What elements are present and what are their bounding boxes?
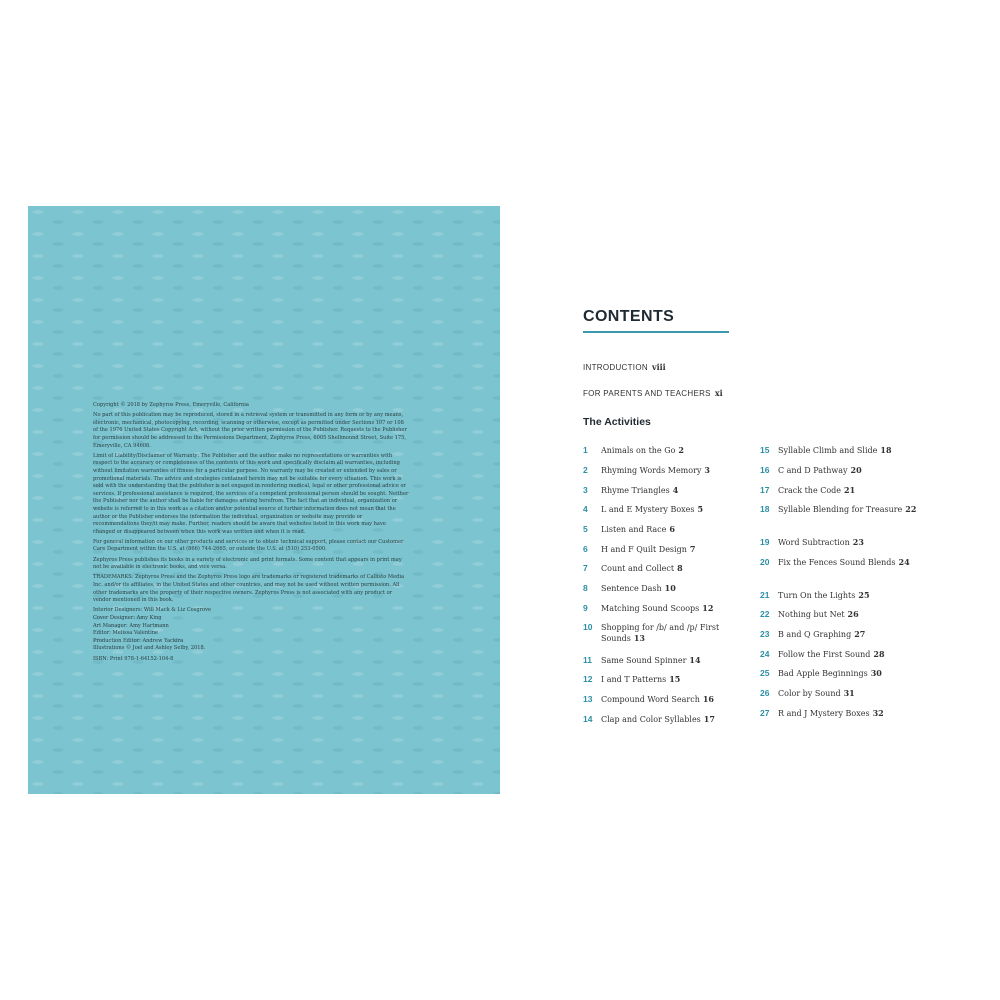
- toc-entry[interactable]: [583, 714, 753, 725]
- credit-line: Illustrations © Joel and Ashley Selby, 2018.: [93, 645, 206, 652]
- toc-entry-page: 15: [669, 674, 681, 684]
- toc-entry-title: Color by Sound: [778, 689, 841, 698]
- toc-entry-text: [778, 590, 870, 601]
- toc-entry-page: 27: [854, 629, 866, 639]
- toc-entry-number: 6: [583, 544, 588, 554]
- toc-entry-text: [778, 537, 864, 548]
- toc-entry-number: 2: [583, 465, 588, 475]
- toc-entry-text: [778, 609, 859, 620]
- toc-entry[interactable]: [760, 708, 930, 719]
- toc-entry-number: 10: [583, 622, 593, 632]
- toc-entry-page: 16: [702, 694, 714, 704]
- toc-entry-text: [778, 629, 865, 640]
- toc-entry-title: Shopping for /b/ and /p/ First Sounds: [601, 623, 720, 643]
- toc-entry[interactable]: [583, 603, 753, 614]
- toc-entry[interactable]: [583, 465, 753, 476]
- toc-entry-title: R and J Mystery Boxes: [778, 709, 870, 718]
- toc-entry-text: [601, 622, 753, 644]
- toc-entry-title: C and D Pathway: [778, 466, 848, 475]
- toc-entry-title: Nothing but Net: [778, 610, 845, 619]
- toc-entry-title: Fix the Fences Sound Blends: [778, 558, 896, 567]
- toc-entry-text: [601, 445, 684, 456]
- toc-entry-text: [601, 465, 710, 476]
- toc-entry-text: [601, 603, 713, 614]
- toc-entry-title: Same Sound Spinner: [601, 656, 687, 665]
- trademarks-paragraph: TRADEMARKS: Zephyros Press and the Zephyros Press logo are trademarks or registered trademarks of Callisto Media Inc. and/or its affiliates, in the United States and other countries, and may not be used without written permission. All other trademarks are the property of their respective owners. Zephyros Press is not associated with any product or vendor mentioned in this book.: [93, 574, 405, 604]
- toc-entry-text: [778, 465, 862, 476]
- toc-entry-page: 20: [850, 465, 862, 475]
- toc-entry-title: Rhyme Triangles: [601, 486, 670, 495]
- toc-entry-number: 15: [760, 445, 770, 455]
- toc-entry-title: Listen and Race: [601, 525, 667, 534]
- toc-entry-title: Syllable Blending for Treasure: [778, 505, 903, 514]
- toc-entry-number: 8: [583, 583, 588, 593]
- toc-entry[interactable]: [583, 622, 753, 644]
- toc-entry-number: 21: [760, 590, 770, 600]
- toc-entry-title: Bad Apple Beginnings: [778, 669, 868, 678]
- toc-entry-number: 24: [760, 649, 770, 659]
- toc-entry[interactable]: [760, 649, 930, 660]
- front-matter-item[interactable]: [583, 388, 723, 398]
- toc-entry-title: Sentence Dash: [601, 584, 662, 593]
- toc-entry-page: 21: [844, 485, 856, 495]
- toc-entry-number: 27: [760, 708, 770, 718]
- toc-entry[interactable]: [760, 609, 930, 620]
- toc-entry-text: [778, 688, 855, 699]
- toc-entry-page: 24: [898, 557, 910, 567]
- toc-entry-text: [778, 485, 855, 496]
- toc-entry[interactable]: [583, 674, 753, 685]
- toc-entry-number: 19: [760, 537, 770, 547]
- toc-entry-number: 18: [760, 504, 770, 514]
- rights-paragraph: No part of this publication may be reproduced, stored in a retrieval system or transmitted in any form or by any means, electronic, mechanical, photocopying, recording, scanning or otherwise, except as permitted under Sections 107 or 108 of the 1976 United States Copyright Act, without the prior written permission of the Publisher. Requests to the Publisher for permission should be addressed to the Permissions Department, Zephyros Press, 6005 Shellmound Street, Suite 175, Emeryville, CA 94608.: [93, 412, 407, 449]
- toc-entry-page: 10: [664, 583, 676, 593]
- toc-entry[interactable]: [583, 655, 753, 666]
- toc-entry[interactable]: [760, 688, 930, 699]
- toc-entry-page: 7: [689, 544, 696, 554]
- toc-entry-number: 23: [760, 629, 770, 639]
- contents-title: CONTENTS: [583, 308, 675, 325]
- credit-line: Editor: Melissa Valentine: [93, 630, 159, 637]
- section-title: The Activities: [583, 416, 651, 428]
- toc-entry-text: [601, 674, 680, 685]
- toc-entry-text: [601, 714, 715, 725]
- toc-entry-text: [601, 504, 703, 515]
- front-matter-item[interactable]: [583, 362, 666, 372]
- toc-entry-title: Turn On the Lights: [778, 591, 856, 600]
- toc-entry-number: 25: [760, 668, 770, 678]
- toc-entry-page: 12: [702, 603, 714, 613]
- toc-entry-title: L and E Mystery Boxes: [601, 505, 695, 514]
- toc-entry-page: 5: [697, 504, 704, 514]
- toc-entry-page: 6: [669, 524, 675, 534]
- toc-entry-number: 4: [583, 504, 588, 514]
- toc-entry-number: 17: [760, 485, 770, 495]
- toc-entry[interactable]: [583, 544, 753, 555]
- toc-entry[interactable]: [583, 694, 753, 705]
- toc-entry-page: 28: [873, 649, 885, 659]
- toc-entry-title: B and Q Graphing: [778, 630, 852, 639]
- toc-entry-page: 18: [880, 445, 892, 455]
- toc-entry[interactable]: [760, 504, 930, 515]
- toc-entry[interactable]: [760, 537, 930, 548]
- support-paragraph: For general information on our other products and services or to obtain technical support, please contact our Customer Care Department within the U.S. at (866) 744-2665, or outside the U.S. at (510) 253-0500.: [93, 538, 404, 553]
- toc-entry[interactable]: [760, 557, 930, 568]
- toc-entry-number: 16: [760, 465, 770, 475]
- toc-entry[interactable]: [583, 445, 753, 456]
- toc-entry-number: 20: [760, 557, 770, 567]
- credit-line: Production Editor: Andrew Yackira: [93, 637, 184, 644]
- toc-entry[interactable]: [583, 485, 753, 496]
- toc-entry-text: [778, 557, 910, 568]
- credit-line: Cover Designer: Amy King: [93, 615, 162, 621]
- toc-entry[interactable]: [583, 583, 753, 594]
- toc-entry-page: 22: [905, 504, 917, 514]
- toc-entry-number: 11: [583, 655, 592, 665]
- toc-entry-number: 12: [583, 674, 593, 684]
- toc-entry-text: [778, 504, 916, 515]
- toc-entry-page: 25: [858, 590, 870, 600]
- credit-line: Interior Designers: Will Mack & Liz Cosgrove: [93, 607, 211, 614]
- title-underline: [583, 331, 729, 333]
- front-matter-page: viii: [651, 362, 666, 372]
- toc-entry-title: Matching Sound Scoops: [601, 604, 700, 613]
- toc-entry-text: [601, 524, 675, 535]
- toc-entry-page: 8: [677, 563, 683, 573]
- toc-entry-number: 9: [583, 603, 588, 613]
- toc-entry[interactable]: [760, 668, 930, 679]
- toc-entry-page: 13: [633, 633, 645, 643]
- toc-entry-page: 14: [689, 655, 701, 665]
- toc-entry-text: [601, 563, 683, 574]
- toc-entry-page: 2: [678, 445, 684, 455]
- toc-entry-title: Animals on the Go: [601, 446, 676, 455]
- toc-entry-number: 26: [760, 688, 770, 698]
- toc-entry-text: [601, 655, 701, 666]
- credit-line: Art Manager: Amy Hartmann: [93, 622, 169, 629]
- toc-entry[interactable]: [760, 485, 930, 496]
- toc-entry-text: [778, 708, 884, 719]
- toc-entry-number: 3: [583, 485, 588, 495]
- toc-entry-number: 5: [583, 524, 588, 534]
- toc-entry-text: [778, 649, 885, 660]
- toc-entry-number: 13: [583, 694, 593, 704]
- toc-entry-text: [778, 445, 892, 456]
- toc-entry-title: Follow the First Sound: [778, 650, 871, 659]
- disclaimer-paragraph: Limit of Liability/Disclaimer of Warranty: The Publisher and the author make no representations or warranties with respect to the accuracy or completeness of the contents of this work and specifically disclaim all warranties, including without limitation warranties of fitness for a particular purpose. No warranty may be created or extended by sales or promotional materials. The advice and strategies contained herein may not be suitable for every situation. This work is sold with the understanding that the publisher is not engaged in rendering medical, legal or other professional advice or services. If professional assistance is required, the services of a competent professional person should be sought. Neither the Publisher nor the author shall be liable for damages arising herefrom. The fact that an individual, organization or website is referred to in this work as a citation and/or potential source of further information does not mean that the author or the Publisher endorses the information the individual, organization or website may provide or recommendations they/it may make. Further, readers should be aware that websites listed in this work may have changed or disappeared between when this work was written and when it is read.: [93, 452, 409, 535]
- isbn-line: ISBN: Print 978-1-64152-104-8: [93, 655, 174, 662]
- toc-entry-number: 1: [583, 445, 588, 455]
- copyright-line: Copyright © 2018 by Zephyros Press, Emeryville, California: [93, 402, 249, 408]
- toc-entry-text: [601, 544, 695, 555]
- toc-entry-text: [601, 583, 676, 594]
- toc-entry-title: Crack the Code: [778, 486, 842, 495]
- toc-entry[interactable]: [760, 465, 930, 476]
- toc-entry-page: 23: [852, 537, 864, 547]
- toc-entry-title: I and T Patterns: [601, 675, 667, 684]
- toc-entry-page: 31: [843, 688, 855, 698]
- toc-entry[interactable]: [583, 504, 753, 515]
- toc-entry-title: Syllable Climb and Slide: [778, 446, 878, 455]
- toc-entry[interactable]: [583, 524, 753, 535]
- toc-entry-page: 30: [870, 668, 882, 678]
- toc-entry-page: 3: [704, 465, 710, 475]
- toc-entry-title: Count and Collect: [601, 564, 675, 573]
- toc-entry-title: Compound Word Search: [601, 695, 700, 704]
- toc-entry-text: [601, 485, 678, 496]
- copyright-block: [93, 402, 409, 663]
- front-matter-label: INTRODUCTION: [583, 363, 648, 372]
- formats-paragraph: Zephyros Press publishes its books in a variety of electronic and print formats. Some content that appears in print may not be available in electronic books, and vice versa.: [93, 556, 402, 571]
- toc-entry[interactable]: [760, 590, 930, 601]
- toc-entry-page: 17: [703, 714, 715, 724]
- toc-entry-number: 14: [583, 714, 593, 724]
- front-matter-page: xi: [714, 388, 723, 398]
- front-matter-label: FOR PARENTS AND TEACHERS: [583, 389, 711, 398]
- toc-entry-number: 22: [760, 609, 770, 619]
- toc-entry-title: Rhyming Words Memory: [601, 466, 702, 475]
- toc-entry-page: 32: [872, 708, 884, 718]
- toc-entry[interactable]: [583, 563, 753, 574]
- toc-entry-page: 4: [672, 485, 679, 495]
- toc-entry-page: 26: [847, 609, 859, 619]
- toc-entry-title: Word Subtraction: [778, 538, 850, 547]
- toc-entry[interactable]: [760, 629, 930, 640]
- toc-entry-text: [601, 694, 714, 705]
- toc-entry-title: Clap and Color Syllables: [601, 715, 701, 724]
- toc-entry[interactable]: [760, 445, 930, 456]
- toc-entry-text: [778, 668, 882, 679]
- toc-entry-title: H and F Quilt Design: [601, 545, 687, 554]
- toc-entry-number: 7: [583, 563, 588, 573]
